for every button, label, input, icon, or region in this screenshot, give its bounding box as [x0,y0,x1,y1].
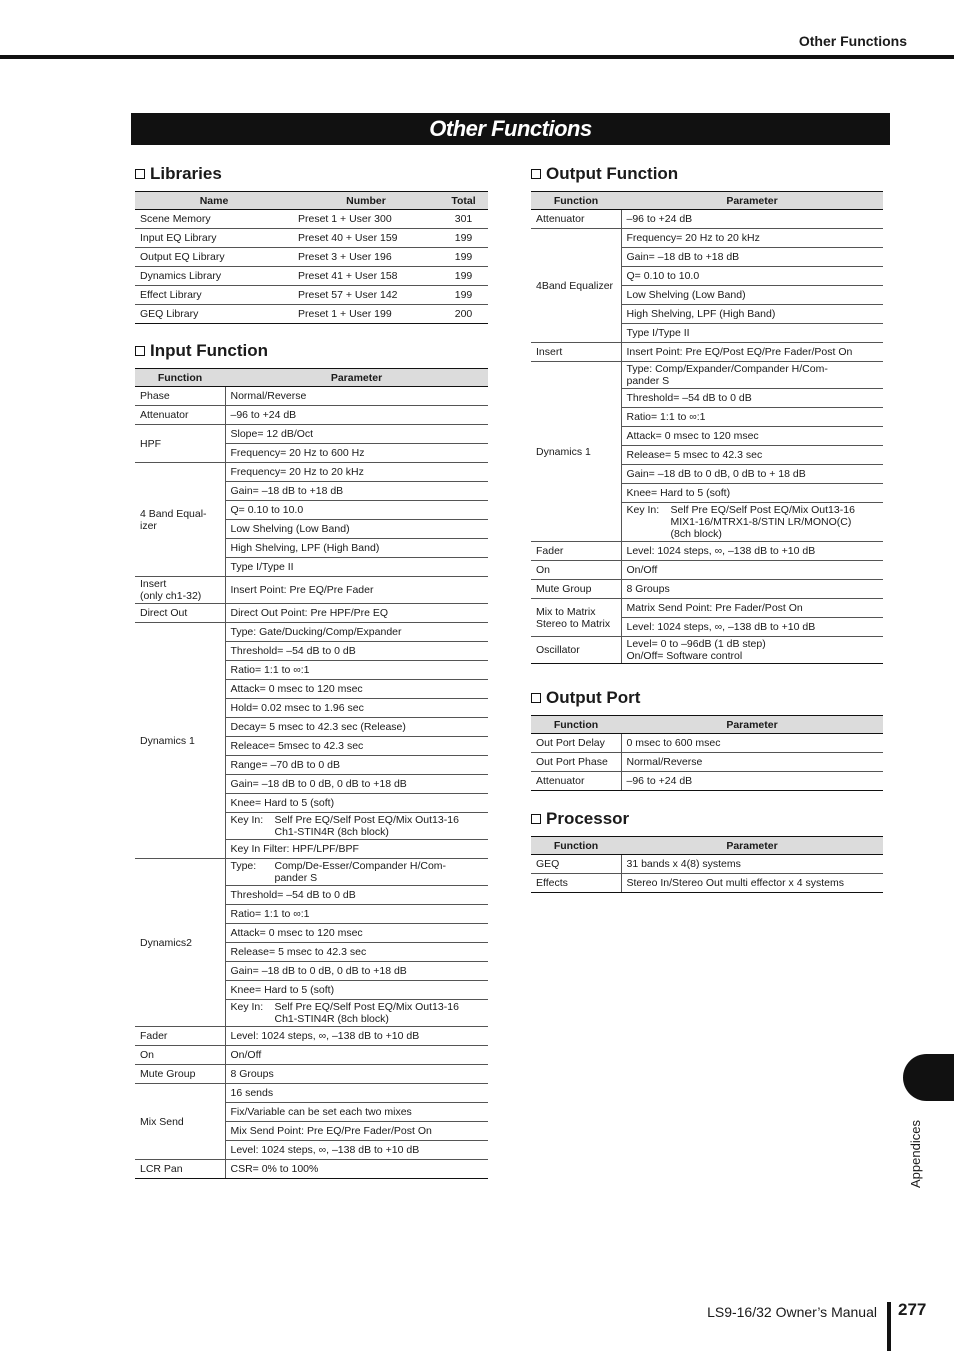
parameter-cell: Attack= 0 msec to 120 msec [225,680,488,699]
running-header: Other Functions [798,33,907,49]
function-cell: Effects [531,874,621,893]
libraries-section [135,164,488,324]
parameter-cell: Q= 0.10 to 10.0 [225,501,488,520]
table-row [135,604,488,623]
parameter-cell: Knee= Hard to 5 (soft) [225,981,488,1000]
table-row [531,874,883,893]
parameter-cell: Releace= 5msec to 42.3 sec [225,737,488,756]
function-cell: Mute Group [531,580,621,599]
table-row [135,1084,488,1103]
table-cell: Dynamics Library [135,267,293,286]
param-value: Self Pre EQ/Self Post EQ/Mix Out13-16 Ch1-STIN4R (8ch block) [274,1001,459,1025]
parameter-cell: Level: 1024 steps, ∞, –138 dB to +10 dB [225,1141,488,1160]
manual-name: LS9-16/32 Owner’s Manual [707,1304,877,1320]
table-row [135,859,488,886]
function-cell: Mix Send [135,1084,225,1160]
parameter-cell: Level: 1024 steps, ∞, –138 dB to +10 dB [225,1027,488,1046]
column-header: Total [439,192,488,210]
parameter-cell: Direct Out Point: Pre HPF/Pre EQ [225,604,488,623]
parameter-cell: Release= 5 msec to 42.3 sec [621,446,883,465]
parameter-cell: High Shelving, LPF (High Band) [621,305,883,324]
page-number: 277 [898,1300,927,1319]
parameter-cell: Level= 0 to –96dB (1 dB step) On/Off= Software control [621,637,883,664]
function-cell: 4 Band Equal- izer [135,463,225,577]
function-cell: Dynamics 1 [531,362,621,542]
column-header: Parameter [621,716,883,734]
parameter-cell: Type: Comp/Expander/Compander H/Com- pander S [621,362,883,389]
parameter-cell: Key In Filter: HPF/LPF/BPF [225,840,488,859]
parameter-cell: –96 to +24 dB [621,772,883,791]
table-cell: Preset 3 + User 196 [293,248,439,267]
parameter-cell: Threshold= –54 dB to 0 dB [621,389,883,408]
parameter-cell: Attack= 0 msec to 120 msec [225,924,488,943]
parameter-cell: High Shelving, LPF (High Band) [225,539,488,558]
table-row [531,753,883,772]
key-value [231,860,484,884]
table-row [135,305,488,324]
parameter-cell: 16 sends [225,1084,488,1103]
parameter-cell: 8 Groups [225,1065,488,1084]
parameter-cell: 0 msec to 600 msec [621,734,883,753]
function-cell: Insert (only ch1-32) [135,577,225,604]
table-row [135,387,488,406]
table-row [531,637,883,664]
parameter-cell: Type: Gate/Ducking/Comp/Expander [225,623,488,642]
column-header: Function [531,192,621,210]
function-cell: Insert [531,343,621,362]
table-row [135,1160,488,1179]
processor-table [531,836,883,893]
parameter-cell: Ratio= 1:1 to ∞:1 [225,661,488,680]
key-value [231,1001,484,1025]
chapter-banner: Other Functions [131,113,890,145]
column-header: Function [531,716,621,734]
parameter-cell [225,859,488,886]
parameter-cell: Mix Send Point: Pre EQ/Pre Fader/Post On [225,1122,488,1141]
function-cell: Dynamics 1 [135,623,225,859]
table-row [135,248,488,267]
checkbox-square-icon [531,814,541,824]
parameter-cell: Gain= –18 dB to 0 dB, 0 dB to +18 dB [225,775,488,794]
column-header: Parameter [621,837,883,855]
libraries-heading: Libraries [135,164,488,184]
parameter-cell: Release= 5 msec to 42.3 sec [225,943,488,962]
parameter-cell: Normal/Reverse [621,753,883,772]
function-cell: Mute Group [135,1065,225,1084]
table-cell: Preset 1 + User 199 [293,305,439,324]
table-row [531,542,883,561]
table-row [135,286,488,305]
table-row [531,362,883,389]
parameter-cell: Frequency= 20 Hz to 20 kHz [621,229,883,248]
table-row [531,855,883,874]
parameter-cell: Frequency= 20 Hz to 20 kHz [225,463,488,482]
parameter-cell [621,503,883,542]
parameter-cell: 31 bands x 4(8) systems [621,855,883,874]
function-cell: On [531,561,621,580]
processor-section [531,809,883,893]
table-row [531,734,883,753]
output-port-section [531,688,883,791]
table-row [135,577,488,604]
parameter-cell: Type I/Type II [225,558,488,577]
parameter-cell [225,1000,488,1027]
column-header: Parameter [225,369,488,387]
checkbox-square-icon [135,346,145,356]
parameter-cell: Slope= 12 dB/Oct [225,425,488,444]
function-cell: Out Port Delay [531,734,621,753]
parameter-cell: –96 to +24 dB [621,210,883,229]
table-cell: GEQ Library [135,305,293,324]
param-value: Self Pre EQ/Self Post EQ/Mix Out13-16 Ch1-STIN4R (8ch block) [274,814,459,838]
table-cell: 301 [439,210,488,229]
chapter-tab [903,1054,954,1101]
parameter-cell: Gain= –18 dB to +18 dB [225,482,488,501]
parameter-cell: Level: 1024 steps, ∞, –138 dB to +10 dB [621,542,883,561]
parameter-cell: Low Shelving (Low Band) [225,520,488,539]
table-cell: Preset 57 + User 142 [293,286,439,305]
output-function-heading: Output Function [531,164,883,184]
function-cell: GEQ [531,855,621,874]
output-function-section [531,164,883,664]
parameter-cell: Knee= Hard to 5 (soft) [225,794,488,813]
function-cell: Phase [135,387,225,406]
table-row [135,1027,488,1046]
parameter-cell: Decay= 5 msec to 42.3 sec (Release) [225,718,488,737]
table-row [135,463,488,482]
function-cell: Mix to Matrix Stereo to Matrix [531,599,621,637]
parameter-cell: Ratio= 1:1 to ∞:1 [225,905,488,924]
side-tab-label: Appendices [908,1120,923,1188]
column-header: Function [531,837,621,855]
function-cell: Dynamics2 [135,859,225,1027]
function-cell: Fader [531,542,621,561]
checkbox-square-icon [531,693,541,703]
parameter-cell: CSR= 0% to 100% [225,1160,488,1179]
table-cell: 200 [439,305,488,324]
table-row [135,1065,488,1084]
column-header: Name [135,192,293,210]
input-function-table [135,368,488,1179]
param-value: Self Pre EQ/Self Post EQ/Mix Out13-16 MIX1-16/MTRX1-8/STIN LR/MONO(C) (8ch block) [670,504,855,540]
function-cell: Oscillator [531,637,621,664]
table-row [135,1046,488,1065]
checkbox-square-icon [135,169,145,179]
table-row [531,772,883,791]
table-row [135,210,488,229]
table-cell: Effect Library [135,286,293,305]
parameter-cell: Level: 1024 steps, ∞, –138 dB to +10 dB [621,618,883,637]
parameter-cell [225,813,488,840]
parameter-cell: Threshold= –54 dB to 0 dB [225,642,488,661]
param-key: Key In: [230,1001,264,1013]
table-row [531,229,883,248]
checkbox-square-icon [531,169,541,179]
table-cell: Scene Memory [135,210,293,229]
processor-heading: Processor [531,809,883,829]
table-cell: 199 [439,267,488,286]
table-row [135,425,488,444]
table-cell: Output EQ Library [135,248,293,267]
table-row [135,229,488,248]
table-row [531,561,883,580]
table-row [531,599,883,618]
parameter-cell: Q= 0.10 to 10.0 [621,267,883,286]
input-function-heading: Input Function [135,341,488,361]
column-header: Number [293,192,439,210]
parameter-cell: On/Off [225,1046,488,1065]
table-cell: Preset 41 + User 158 [293,267,439,286]
function-cell: LCR Pan [135,1160,225,1179]
parameter-cell: Matrix Send Point: Pre Fader/Post On [621,599,883,618]
parameter-cell: Gain= –18 dB to 0 dB, 0 dB to +18 dB [225,962,488,981]
table-cell: 199 [439,248,488,267]
function-cell: Attenuator [135,406,225,425]
table-row [531,580,883,599]
parameter-cell: Gain= –18 dB to 0 dB, 0 dB to + 18 dB [621,465,883,484]
parameter-cell: On/Off [621,561,883,580]
header-rule [0,55,954,59]
parameter-cell: Normal/Reverse [225,387,488,406]
output-function-table [531,191,883,664]
parameter-cell: 8 Groups [621,580,883,599]
function-cell: Fader [135,1027,225,1046]
function-cell: Out Port Phase [531,753,621,772]
column-header: Parameter [621,192,883,210]
parameter-cell: Attack= 0 msec to 120 msec [621,427,883,446]
parameter-cell: Type I/Type II [621,324,883,343]
function-cell: 4Band Equalizer [531,229,621,343]
param-key: Key In: [626,504,660,516]
function-cell: HPF [135,425,225,463]
parameter-cell: Threshold= –54 dB to 0 dB [225,886,488,905]
function-cell: Direct Out [135,604,225,623]
table-row [135,267,488,286]
output-port-heading: Output Port [531,688,883,708]
param-key: Key In: [230,814,264,826]
parameter-cell: Low Shelving (Low Band) [621,286,883,305]
input-function-section [135,341,488,1179]
table-cell: Preset 1 + User 300 [293,210,439,229]
parameter-cell: Range= –70 dB to 0 dB [225,756,488,775]
table-cell: 199 [439,229,488,248]
parameter-cell: Knee= Hard to 5 (soft) [621,484,883,503]
parameter-cell: Hold= 0.02 msec to 1.96 sec [225,699,488,718]
parameter-cell: –96 to +24 dB [225,406,488,425]
libraries-table [135,191,488,324]
footer-rule [887,1302,891,1351]
param-key: Type: [230,860,257,872]
key-value [627,504,879,540]
key-value [231,814,484,838]
function-cell: Attenuator [531,210,621,229]
parameter-cell: Frequency= 20 Hz to 600 Hz [225,444,488,463]
parameter-cell: Gain= –18 dB to +18 dB [621,248,883,267]
param-value: Comp/De-Esser/Compander H/Com- pander S [274,860,447,884]
parameter-cell: Insert Point: Pre EQ/Pre Fader [225,577,488,604]
parameter-cell: Fix/Variable can be set each two mixes [225,1103,488,1122]
table-row [531,210,883,229]
parameter-cell: Insert Point: Pre EQ/Post EQ/Pre Fader/Post On [621,343,883,362]
table-row [135,623,488,642]
table-row [135,406,488,425]
function-cell: On [135,1046,225,1065]
table-cell: 199 [439,286,488,305]
parameter-cell: Stereo In/Stereo Out multi effector x 4 systems [621,874,883,893]
column-header: Function [135,369,225,387]
table-cell: Preset 40 + User 159 [293,229,439,248]
table-cell: Input EQ Library [135,229,293,248]
function-cell: Attenuator [531,772,621,791]
output-port-table [531,715,883,791]
table-row [531,343,883,362]
parameter-cell: Ratio= 1:1 to ∞:1 [621,408,883,427]
